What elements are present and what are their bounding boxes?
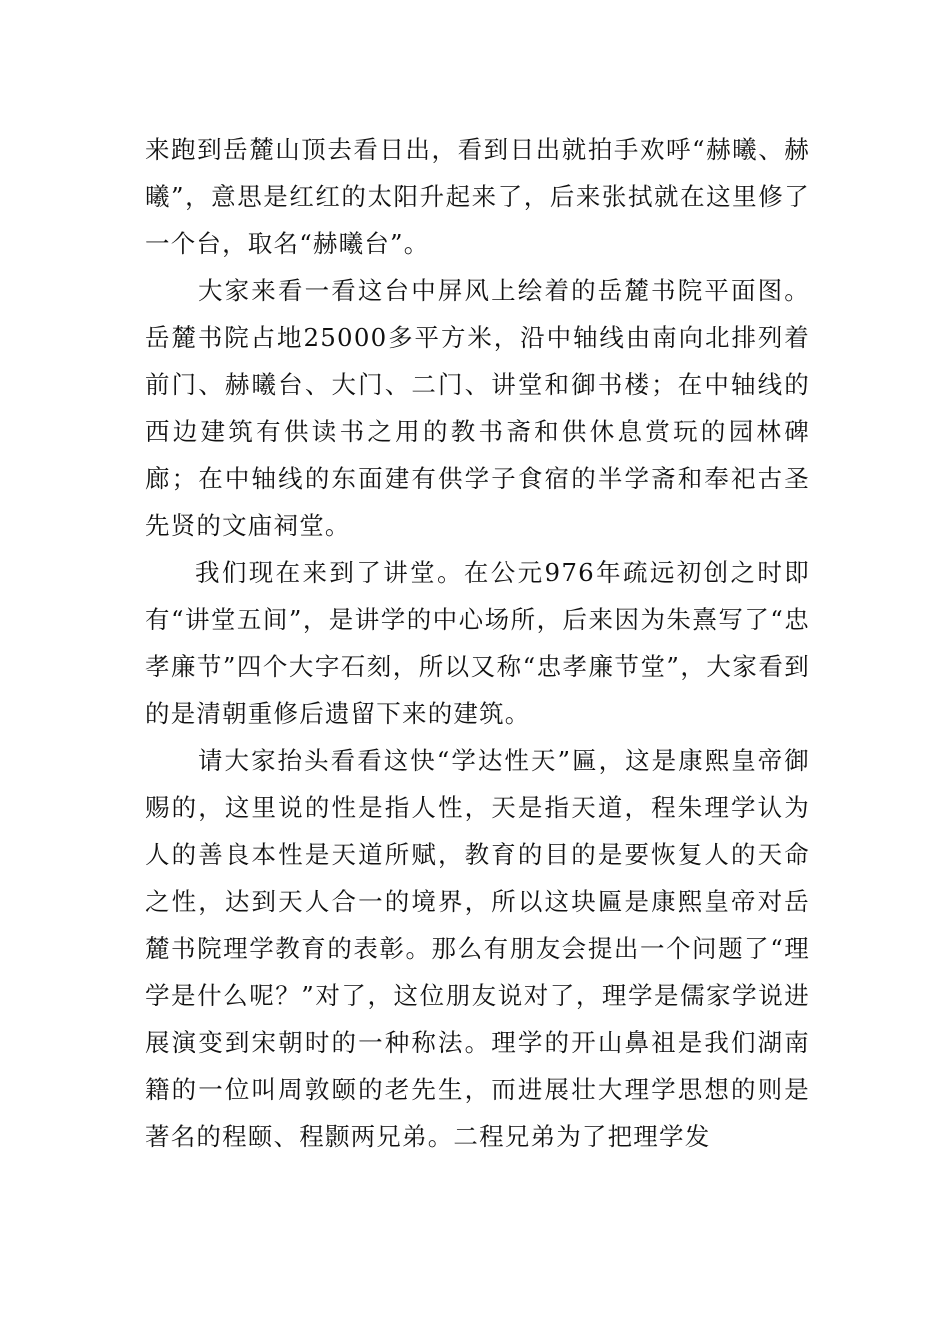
paragraph-1: 来跑到岳麓山顶去看日出，看到日出就拍手欢呼“赫曦、赫曦”，意思是红红的太阳升起来了，后来张拭就在这里修了一个台，取名“赫曦台”。 <box>145 135 810 258</box>
paragraph-4: 请大家抬头看看这快“学达性天”匾，这是康熙皇帝御赐的，这里说的性是指人性，天是指天道，程朱理学认为人的善良本性是天道所赋，教育的目的是要恢复人的天命之性，达到天人合一的境界，所以这块匾是康熙皇帝对岳麓书院理学教育的表彰。那么有朋友会提出一个问题了“理学是什么呢？”对了，这位朋友说对了，理学是儒家学说进展演变到宋朝时的一种称法。理学的开山鼻祖是我们湖南籍的一位叫周敦颐的老先生，而进展壮大理学思想的则是著名的程颐、程颢两兄弟。二程兄弟为了把理学发 <box>145 746 810 1151</box>
paragraph-3: 我们现在来到了讲堂。在公元976年疏远初创之时即有“讲堂五间”，是讲学的中心场所，后来因为朱熹写了“忠孝廉节”四个大字石刻，所以又称“忠孝廉节堂”，大家看到的是清朝重修后遗留下来的建筑。 <box>145 558 810 728</box>
document-body <box>145 126 810 1160</box>
paragraph-2: 大家来看一看这台中屏风上绘着的岳麓书院平面图。岳麓书院占地25000多平方米，沿中轴线由南向北排列着前门、赫曦台、大门、二门、讲堂和御书楼；在中轴线的西边建筑有供读书之用的教书斋和供休息赏玩的园林碑廊；在中轴线的东面建有供学子食宿的半学斋和奉祀古圣先贤的文庙祠堂。 <box>145 276 810 540</box>
